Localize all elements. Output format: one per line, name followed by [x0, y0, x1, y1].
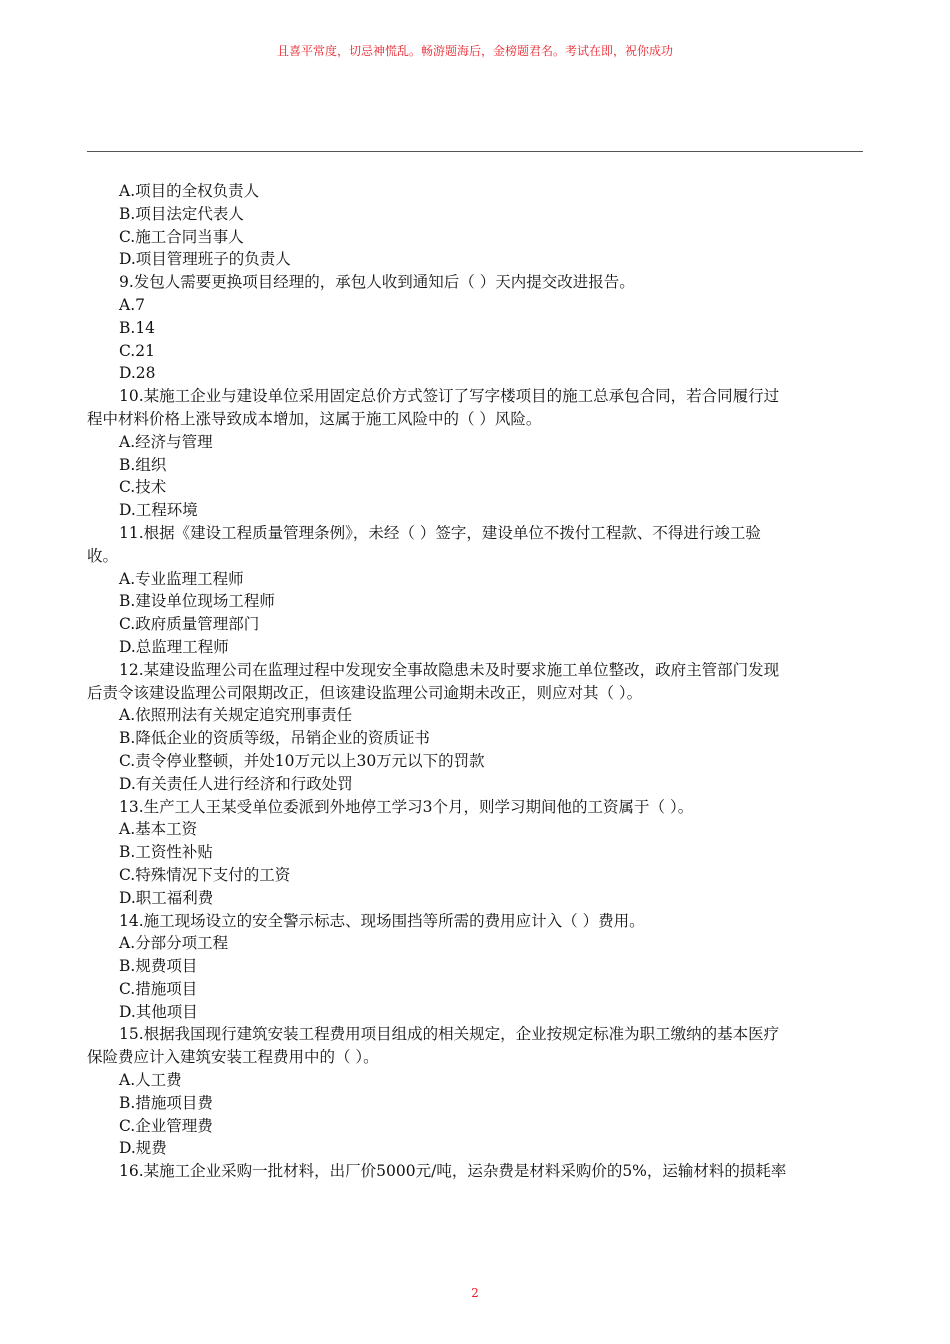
- text-line: C.技术: [119, 478, 167, 497]
- page-number: 2: [471, 1286, 479, 1300]
- text-line: A.7: [119, 295, 145, 314]
- text-line: A.经济与管理: [119, 432, 213, 451]
- text-line: 16.某施工企业采购一批材料，出厂价5000元/吨，运杂费是材料采购价的5%，运输材料的损耗率: [119, 1162, 787, 1181]
- text-line: D.项目管理班子的负责人: [119, 250, 291, 269]
- text-line: A.人工费: [119, 1071, 182, 1090]
- text-line: D.规费: [119, 1139, 167, 1158]
- text-line: C.政府质量管理部门: [119, 615, 260, 634]
- text-line: 程中材料价格上涨导致成本增加，这属于施工风险中的（ ）风险。: [87, 409, 542, 428]
- text-line: D.职工福利费: [119, 888, 214, 907]
- text-line: D.其他项目: [119, 1002, 198, 1021]
- text-line: B.14: [119, 318, 156, 337]
- text-line: C.措施项目: [119, 979, 198, 998]
- text-line: B.项目法定代表人: [119, 204, 244, 223]
- document-body: [87, 180, 863, 1183]
- text-line: C.施工合同当事人: [119, 227, 244, 246]
- text-line: A.项目的全权负责人: [119, 182, 260, 200]
- text-line: 12.某建设监理公司在监理过程中发现安全事故隐患未及时要求施工单位整改，政府主管部门发现: [119, 660, 780, 679]
- text-line: 11.根据《建设工程质量管理条例》，未经（ ）签字，建设单位不拨付工程款、不得进行竣工验: [119, 523, 761, 542]
- text-line: 收。: [87, 546, 119, 565]
- text-line: D.28: [119, 364, 156, 383]
- text-line: 9.发包人需要更换项目经理的，承包人收到通知后（ ）天内提交改进报告。: [119, 273, 635, 292]
- text-line: B.组织: [119, 455, 167, 474]
- text-line: B.建设单位现场工程师: [119, 592, 275, 611]
- header-divider: [87, 151, 863, 152]
- text-line: D.总监理工程师: [119, 637, 229, 656]
- text-line: 15.根据我国现行建筑安装工程费用项目组成的相关规定，企业按规定标准为职工缴纳的基本医疗: [119, 1025, 780, 1044]
- text-line: D.有关责任人进行经济和行政处罚: [119, 774, 353, 793]
- text-line: C.21: [119, 341, 155, 360]
- text-line: 14.施工现场设立的安全警示标志、现场围挡等所需的费用应计入（ ）费用。: [119, 911, 645, 930]
- text-line: B.工资性补贴: [119, 843, 213, 862]
- text-line: A.分部分项工程: [119, 934, 229, 953]
- text-line: A.基本工资: [119, 820, 198, 839]
- text-line: C.企业管理费: [119, 1116, 213, 1135]
- text-line: A.依照刑法有关规定追究刑事责任: [119, 706, 353, 725]
- text-line: D.工程环境: [119, 501, 198, 520]
- text-line: B.规费项目: [119, 957, 198, 976]
- text-line: 10.某施工企业与建设单位采用固定总价方式签订了写字楼项目的施工总承包合同，若合同履行过: [119, 387, 780, 406]
- text-line: B.措施项目费: [119, 1093, 213, 1112]
- text-line: 后责令该建设监理公司限期改正，但该建设监理公司逾期未改正，则应对其（ ）。: [87, 683, 643, 702]
- header-motto: 且喜平常度，切忌神慌乱。畅游题海后，金榜题君名。考试在即，祝你成功: [276, 44, 673, 58]
- text-line: 13.生产工人王某受单位委派到外地停工学习3个月，则学习期间他的工资属于（ ）。: [119, 797, 694, 816]
- text-line: B.降低企业的资质等级，吊销企业的资质证书: [119, 729, 430, 748]
- text-line: C.特殊情况下支付的工资: [119, 865, 291, 884]
- text-line: A.专业监理工程师: [119, 569, 244, 588]
- text-line: 保险费应计入建筑安装工程费用中的（ ）。: [87, 1048, 379, 1067]
- text-line: C.责令停业整顿，并处10万元以上30万元以下的罚款: [119, 751, 485, 770]
